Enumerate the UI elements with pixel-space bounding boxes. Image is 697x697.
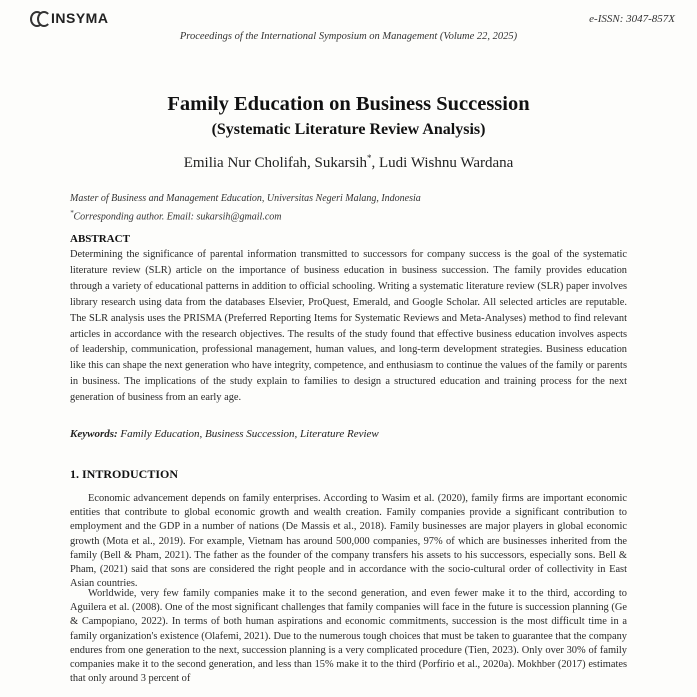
intro-paragraph-2: Worldwide, very few family companies make it to the second generation, and even fewer make it to the third, according to Aguilera et al. (2008). One of the most significant challenges that family companies will face in the future is succession planning (Ge & Campopiano, 2022). In terms of both human aspirations and economic commitments, succession is the most difficult time in a family organization's existence (Olafemi, 2021). Due to the numerous tough choices that must be taken to guarantee that the company endures from one generation to the next, succession planning is a very complicated procedure (Tien, 2023). Only over 30% of family companies make it to the second generation, and less than 15% make it to the third (Porfírio et al., 2020a). Mokhber (2017) estimates that only around 3 percent of [70, 588, 627, 685]
corresponding-mark: * [367, 153, 372, 163]
keywords-label: Keywords: [70, 428, 118, 440]
author-list [0, 153, 697, 172]
abstract-text: Determining the significance of parental information transmitted to successors for company success is the goal of the systematic literature review (SLR) article on the importance of business education in business succession. The family provides education through a variety of educational patterns in addition to official schooling. Writing a systematic literature review (SLR) paper involves library research using data from the databases Elsevier, ProQuest, Emerald, and Google Scholar. All selected articles are reputable. The SLR analysis uses the PRISMA (Preferred Reporting Items for Systematic Reviews and Meta-Analyses) method to find relevant articles in accordance with the research objectives. The results of the study found that effective business education involves aspects of leadership, communication, professional management, human values, and long-term development strategies. Business education like this can shape the next generation who have integrity, competence, and enthusiasm to continue the values of the family or parents in business. The implications of the study explain to families to design a structured education and training process for the next generation of business from an early age. [70, 249, 627, 404]
keywords-text: Family Education, Business Succession, Literature Review [120, 428, 379, 440]
authors-part1: Emilia Nur Cholifah, Sukarsih [183, 155, 368, 171]
issn: e-ISSN: 3047-857X [589, 13, 675, 25]
paper-subtitle: (Systematic Literature Review Analysis) [211, 121, 486, 138]
affiliation-block [70, 191, 421, 224]
paper-title: Family Education on Business Succession [167, 93, 530, 115]
section-heading: 1. INTRODUCTION [70, 467, 179, 481]
authors-part2: , Ludi Wishnu Wardana [371, 155, 514, 171]
corresponding-author-text: Corresponding author. Email: sukarsih@gmail.com [73, 211, 282, 223]
keywords-line [70, 428, 379, 440]
proceedings-line: Proceedings of the International Symposium on Management (Volume 22, 2025) [179, 31, 518, 42]
insyma-logo [30, 10, 108, 26]
abstract-heading: ABSTRACT [70, 233, 130, 245]
intro-paragraph-1: Economic advancement depends on family enterprises. According to Wasim et al. (2020), family firms are important economic entities that contribute to global economic growth and wealth creation. Family companies provide a significant contribution to employment and the GDP in a number of nations (De Massis et al., 2018). Family businesses are major players in global economic growth (Mota et al., 2019). For example, Vietnam has around 500,000 companies, 97% of which are businesses inherited from the family (Bell & Pham, 2021). The father as the founder of the company transfers his assets to his successors, especially sons. Bell & Pham, (2021) said that sons are considered the right people and in accordance with the socio-cultural order of collectivity in East Asian countries. [70, 493, 627, 590]
logo-mark-icon [30, 10, 50, 26]
corresponding-author-mark: * [70, 209, 74, 217]
corresponding-author-line [70, 206, 421, 224]
affiliation-line: Master of Business and Management Education, Universitas Negeri Malang, Indonesia [70, 193, 421, 204]
logo-text: INSYMA [51, 10, 109, 26]
